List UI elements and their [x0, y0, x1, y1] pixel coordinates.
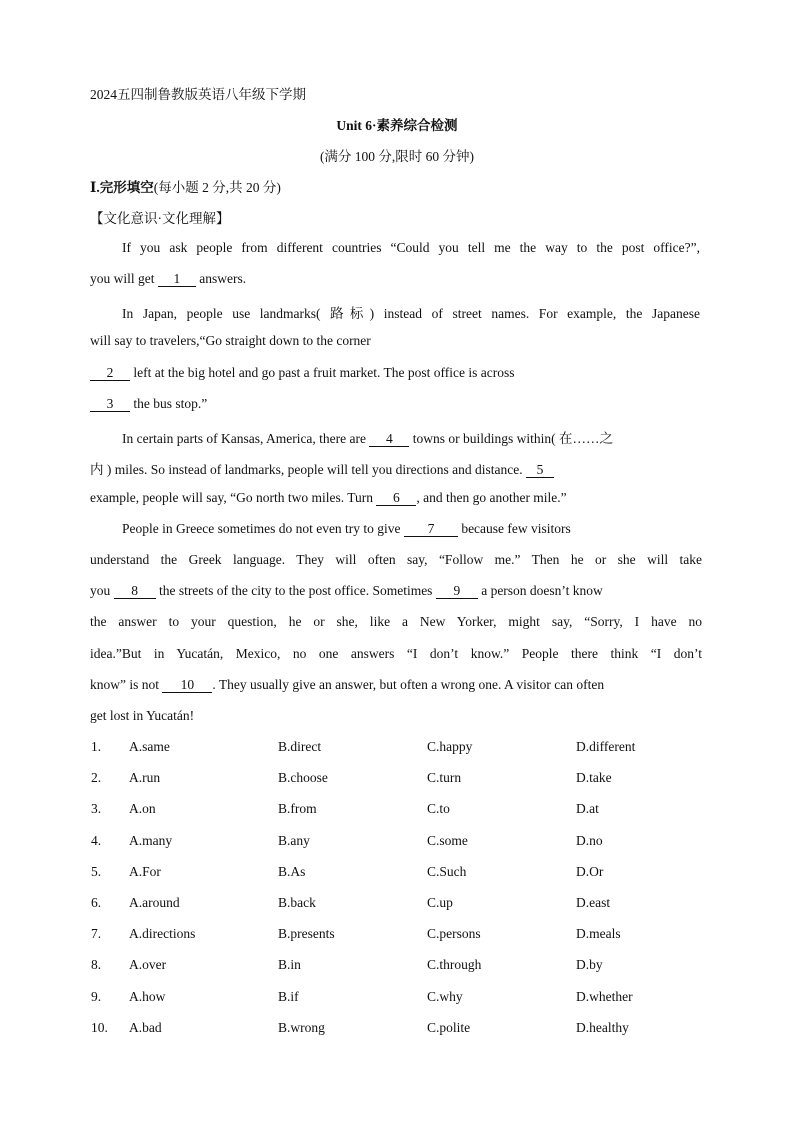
option-a: A.over — [129, 957, 167, 973]
option-row — [90, 739, 730, 759]
option-b: B.presents — [278, 926, 335, 942]
passage-line — [90, 458, 554, 478]
option-row — [90, 926, 730, 946]
passage-line — [90, 365, 515, 381]
blank-6: 6 — [376, 491, 416, 506]
passage-text: a person doesn’t know — [481, 583, 603, 598]
option-d: D.meals — [576, 926, 621, 942]
question-number: 4. — [91, 832, 102, 848]
section-heading — [90, 176, 281, 196]
option-c: C.polite — [427, 1019, 471, 1035]
section-heading-score: (每小题 2 分,共 20 分) — [153, 180, 281, 195]
option-c: C.persons — [427, 926, 481, 942]
option-d: D.healthy — [576, 1019, 629, 1035]
document-series: 2024五四制鲁教版英语八年级下学期 — [90, 87, 306, 102]
option-b: B.choose — [278, 770, 328, 786]
option-d: D.different — [576, 739, 636, 754]
passage-text: towns or buildings within( 在……之 — [412, 431, 614, 446]
passage-text: In certain parts of Kansas, America, there are — [122, 431, 367, 446]
option-c: C.to — [427, 801, 450, 817]
option-a: A.same — [129, 739, 170, 754]
option-a: A.bad — [129, 1019, 162, 1035]
option-c: C.turn — [427, 770, 462, 786]
passage-text: because few visitors — [461, 521, 571, 536]
option-d: D.east — [576, 895, 611, 910]
option-row — [90, 989, 730, 1009]
passage-line — [122, 521, 571, 537]
option-a: A.how — [129, 988, 166, 1004]
passage-line — [90, 396, 207, 412]
passage-line — [90, 677, 604, 693]
blank-10: 10 — [162, 678, 212, 693]
question-number: 9. — [91, 988, 102, 1004]
option-c: C.some — [427, 832, 468, 848]
blank-8: 8 — [114, 584, 156, 599]
option-c: C.up — [427, 895, 453, 910]
blank-9: 9 — [436, 584, 478, 599]
option-b: B.any — [278, 832, 310, 848]
passage-line — [122, 427, 613, 447]
option-row — [90, 770, 730, 790]
option-d: D.by — [576, 957, 603, 973]
option-row — [90, 801, 730, 821]
question-number: 2. — [91, 770, 102, 786]
question-number: 3. — [91, 801, 102, 817]
option-b: B.in — [278, 957, 301, 973]
option-b: B.back — [278, 895, 316, 910]
question-number: 5. — [91, 863, 102, 879]
blank-4: 4 — [369, 432, 409, 447]
passage-line: get lost in Yucatán! — [90, 708, 195, 723]
blank-2: 2 — [90, 366, 130, 381]
passage-line — [90, 490, 567, 506]
document-title: Unit 6·素养综合检测 — [336, 118, 458, 133]
passage-text: 内 ) miles. So instead of landmarks, people will tell you directions and distance. — [90, 462, 523, 477]
passage-text: . They usually give an answer, but often a wrong one. A visitor can often — [212, 677, 605, 692]
passage-text: People in Greece sometimes do not even try to give — [122, 521, 401, 536]
passage-text: the streets of the city to the post office. Sometimes — [159, 583, 433, 598]
passage-text: left at the big hotel and go past a fruit market. The post office is across — [133, 365, 515, 380]
option-row — [90, 1020, 730, 1040]
passage-line — [90, 271, 246, 287]
passage-line: In Japan, people use landmarks( 路标) instead of street names. For example, the Japanese — [122, 306, 700, 321]
option-row — [90, 957, 730, 977]
option-c: C.Such — [427, 863, 467, 879]
passage-line: idea.”But in Yucatán, Mexico, no one answers “I don’t know.” People there think “I don’t — [90, 646, 702, 661]
blank-5: 5 — [526, 463, 554, 478]
passage-line: understand the Greek language. They will often say, “Follow me.” Then he or she will take — [90, 552, 702, 567]
option-row — [90, 864, 730, 884]
option-c: C.through — [427, 957, 482, 973]
option-a: A.For — [129, 863, 161, 879]
passage-text: know” is not — [90, 677, 159, 692]
passage-line: the answer to your question, he or she, like a New Yorker, might say, “Sorry, I have no — [90, 614, 702, 629]
option-d: D.no — [576, 832, 603, 848]
passage-text: , and then go another mile.” — [416, 490, 567, 505]
option-b: B.if — [278, 988, 299, 1004]
option-b: B.from — [278, 801, 317, 817]
passage-line — [90, 583, 603, 599]
option-d: D.take — [576, 770, 612, 786]
blank-1: 1 — [158, 272, 196, 287]
option-d: D.Or — [576, 863, 604, 879]
passage-text: you — [90, 583, 111, 598]
passage-text: the bus stop.” — [133, 396, 208, 411]
option-b: B.wrong — [278, 1019, 325, 1035]
option-a: A.directions — [129, 926, 196, 942]
option-a: A.on — [129, 801, 156, 817]
option-d: D.whether — [576, 988, 633, 1004]
option-a: A.around — [129, 895, 180, 910]
option-d: D.at — [576, 801, 599, 817]
option-c: C.why — [427, 988, 463, 1004]
passage-text: you will get — [90, 271, 155, 286]
option-b: B.direct — [278, 739, 322, 754]
question-number: 7. — [91, 926, 102, 942]
blank-3: 3 — [90, 397, 130, 412]
option-c: C.happy — [427, 739, 473, 754]
option-b: B.As — [278, 863, 306, 879]
document-subtitle: (满分 100 分,限时 60 分钟) — [319, 149, 475, 164]
option-row — [90, 833, 730, 853]
section-heading-title: Ⅰ.完形填空 — [90, 180, 154, 195]
question-number: 8. — [91, 957, 102, 973]
question-number: 1. — [91, 739, 102, 754]
passage-text: answers. — [199, 271, 247, 286]
question-number: 10. — [91, 1019, 108, 1035]
question-number: 6. — [91, 895, 102, 910]
passage-text: example, people will say, “Go north two miles. Turn — [90, 490, 373, 505]
option-a: A.run — [129, 770, 161, 786]
blank-7: 7 — [404, 522, 458, 537]
passage-line: If you ask people from different countries “Could you tell me the way to the post office?”, — [122, 240, 700, 255]
option-row — [90, 895, 730, 915]
section-tag: 【文化意识·文化理解】 — [90, 211, 230, 226]
passage-line: will say to travelers,“Go straight down to the corner — [90, 333, 371, 348]
option-a: A.many — [129, 832, 173, 848]
